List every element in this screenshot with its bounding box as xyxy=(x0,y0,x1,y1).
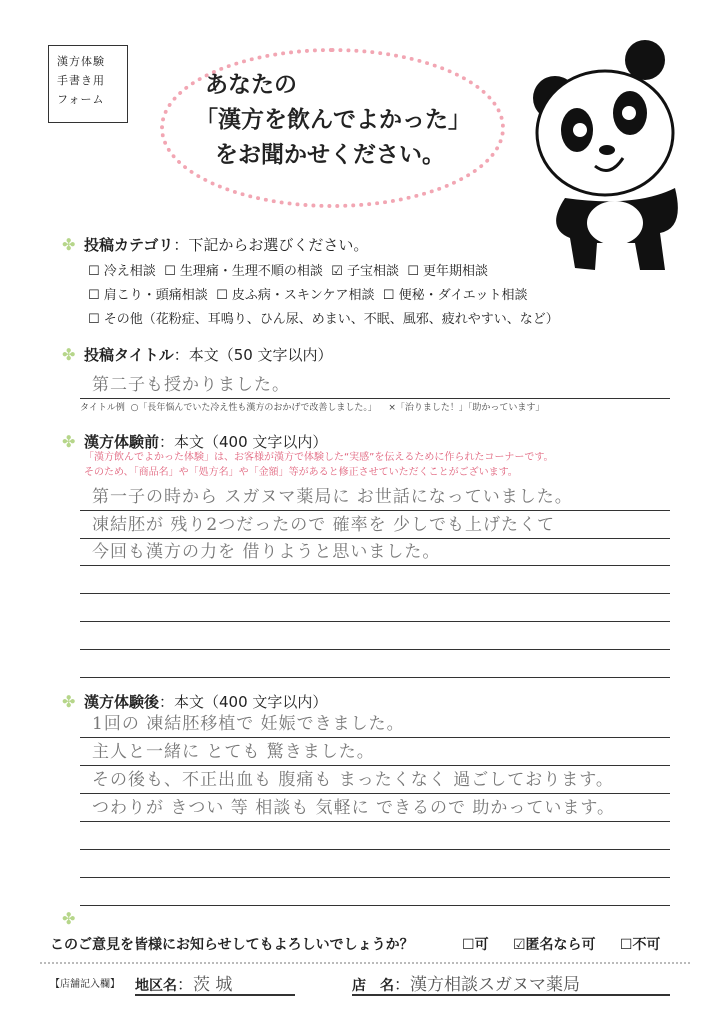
category-checkbox-other[interactable]: ☐ その他（花粉症、耳鳴り、ひん尿、めまい、不眠、風邪、疲れやすい、など） xyxy=(88,312,559,327)
panda-mascot-icon xyxy=(525,38,695,273)
district-field[interactable]: 地区名：茨 城 xyxy=(135,970,295,996)
before-text-line[interactable]: 今回も漢方の力を 借りようと思いました。 xyxy=(92,542,441,562)
bubble-line: をお聞かせください。 xyxy=(215,142,445,168)
category-heading: ✤ 投稿カテゴリ：下記からお選びください。 xyxy=(62,235,369,254)
consent-checkbox-no[interactable]: ☐不可 xyxy=(619,937,661,953)
after-text-line[interactable]: つわりが きつい 等 相談も 気軽に できるので 助かっています。 xyxy=(92,798,616,818)
after-text-line[interactable]: その後も、不正出血も 腹痛も まったくなく 過ごしております。 xyxy=(92,770,614,790)
bubble-text xyxy=(195,68,471,173)
category-checkbox-fertility[interactable]: ☑ 子宝相談 xyxy=(331,264,399,279)
notice-text: 「漢方飲んでよかった体験」は、お客様が漢方で体験した“実感”を伝えるために作られたコーナーです。 そのため、「商品名」や「処方名」や「金額」等があると修正させていただくことがございます。 xyxy=(84,452,554,478)
consent-question: このご意見を皆様にお知らせしてもよろしいでしょうか？ xyxy=(50,937,414,953)
after-text-line[interactable]: 1回の 凍結胚移植で 妊娠できました。 xyxy=(92,714,405,734)
clover-icon: ✤ xyxy=(62,692,76,711)
store-name-field[interactable]: 店 名：漢方相談スガヌマ薬局 xyxy=(352,970,670,996)
category-checkbox-shoulder[interactable]: ☐ 肩こり・頭痛相談 xyxy=(88,288,208,303)
category-options xyxy=(88,260,559,332)
form-label-box xyxy=(48,45,128,123)
bubble-line: あなたの xyxy=(205,72,297,98)
before-text-line[interactable]: 凍結胚が 残り2つだったので 確率を 少しでも上げたくて xyxy=(92,515,556,535)
category-checkbox-menstrual[interactable]: ☐ 生理痛・生理不順の相談 xyxy=(164,264,323,279)
consent-checkbox-anonymous[interactable]: ☑匿名なら可 xyxy=(512,937,596,953)
category-checkbox-constipation[interactable]: ☐ 便秘・ダイエット相談 xyxy=(382,288,528,303)
form-label-line: フォーム xyxy=(57,93,105,106)
form-label-line: 漢方体験 xyxy=(57,55,105,68)
clover-icon: ✤ xyxy=(62,432,76,451)
title-heading: ✤ 投稿タイトル：本文（50 文字以内） xyxy=(62,345,333,364)
consent-options xyxy=(462,934,660,954)
before-heading: ✤ 漢方体験前：本文（400 文字以内） xyxy=(62,432,328,451)
after-heading: ✤ 漢方体験後：本文（400 文字以内） xyxy=(62,692,328,711)
bubble-line: 「漢方を飲んでよかった」 xyxy=(195,107,471,133)
category-checkbox-cold[interactable]: ☐ 冷え相談 xyxy=(88,264,156,279)
form-label-line: 手書き用 xyxy=(57,74,105,87)
clover-icon: ✤ xyxy=(62,235,76,254)
before-text-line[interactable]: 第一子の時から スガヌマ薬局に お世話になっていました。 xyxy=(92,487,573,507)
title-input[interactable]: 第二子も授かりました。 xyxy=(92,375,290,395)
after-text-line[interactable]: 主人と一緒に とても 驚きました。 xyxy=(92,742,375,762)
consent-checkbox-yes[interactable]: ☐可 xyxy=(462,937,489,953)
title-example: タイトル例 ○「長年悩んでいた冷え性も漢方のおかげで改善しました。」 ×「治りました！」「助かっています」 xyxy=(80,403,545,413)
divider xyxy=(40,962,690,964)
clover-icon: ✤ xyxy=(62,909,76,928)
category-checkbox-menopause[interactable]: ☐ 更年期相談 xyxy=(407,264,489,279)
store-section-label: 【店舗記入欄】 xyxy=(50,979,120,990)
category-checkbox-skin[interactable]: ☐ 皮ふ病・スキンケア相談 xyxy=(216,288,375,303)
clover-icon: ✤ xyxy=(62,345,76,364)
